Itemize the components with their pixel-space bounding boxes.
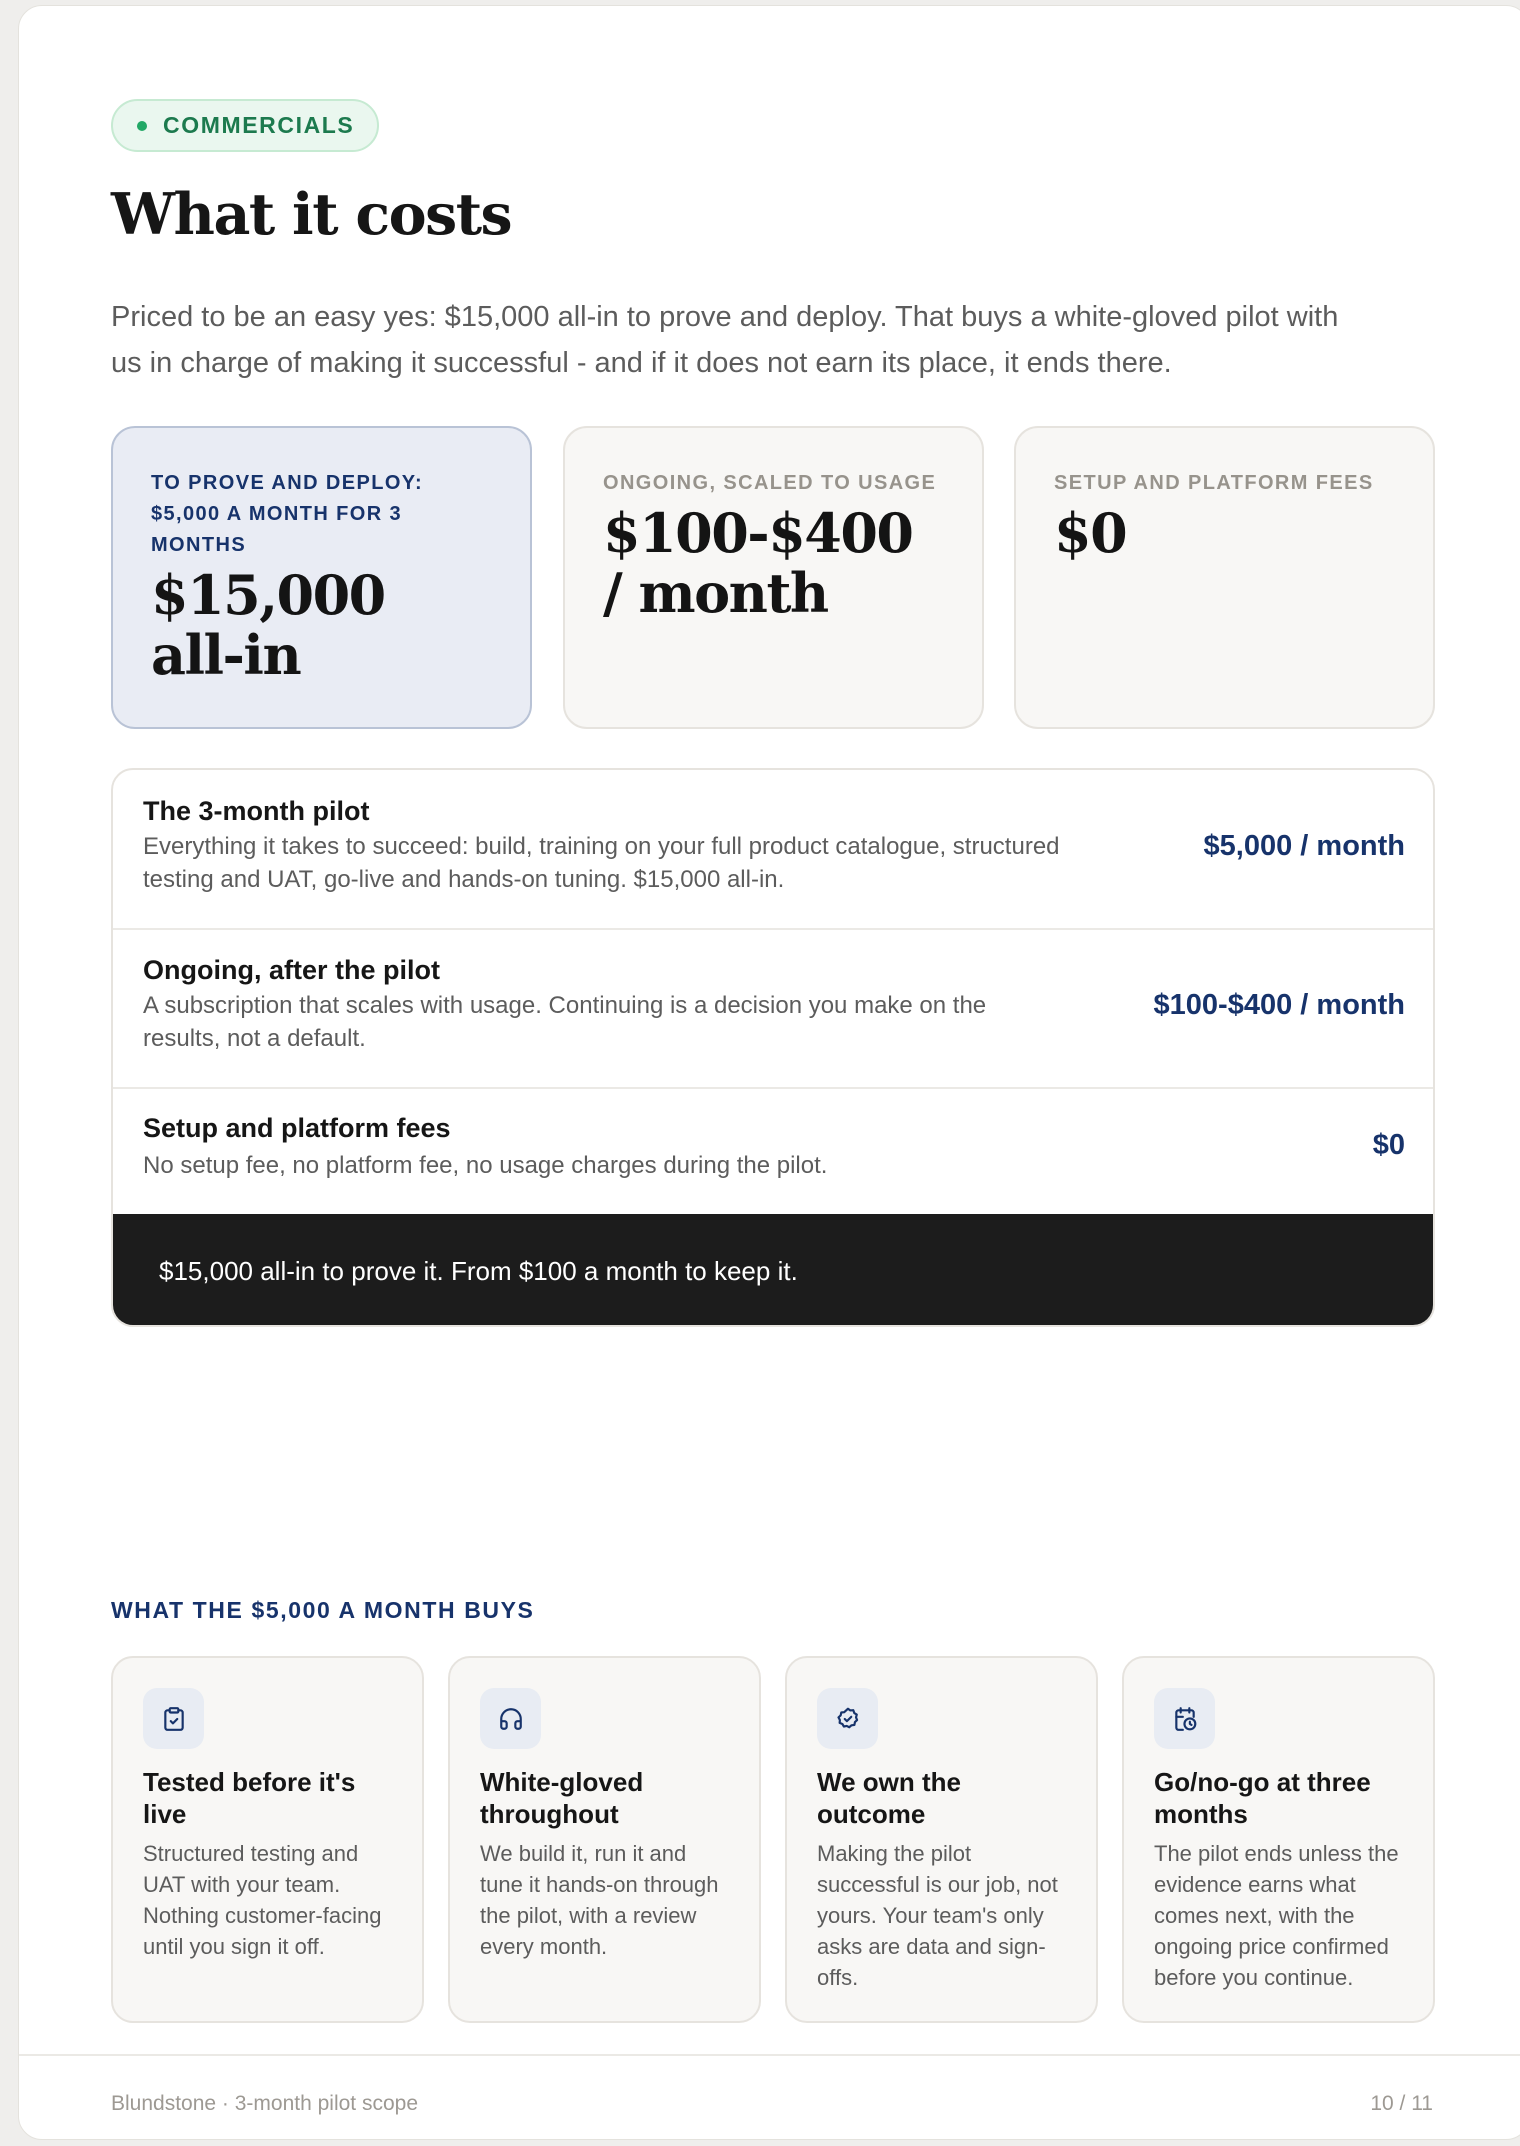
pricing-row-description: No setup fee, no platform fee, no usage charges during the pilot. [143, 1152, 828, 1179]
calendar-clock-icon [1154, 1688, 1215, 1749]
price-card-fees [1014, 426, 1435, 729]
pricing-row-price: $5,000 / month [1203, 830, 1405, 862]
feature-description: Making the pilot successful is our job, not yours. Your team's only asks are data and sign-offs. [817, 1841, 1058, 1990]
pricing-row-price: $0 [1372, 1129, 1405, 1161]
price-card-ongoing [563, 426, 984, 729]
price-cards [111, 426, 1435, 729]
pricing-row-description: Everything it takes to succeed: build, training on your full product catalogue, structured testing and UAT, go-live and hands-on tuning. $15,000 all-in. [143, 833, 1060, 893]
feature-title: We own the outcome [817, 1767, 961, 1829]
summary-banner [113, 1214, 1433, 1327]
footer-document-name: Blundstone · 3-month pilot scope [111, 2092, 419, 2115]
summary-text: $15,000 all-in to prove it. From $100 a month to keep it. [159, 1256, 798, 1286]
feature-title: Tested before it's live [143, 1767, 356, 1829]
page-footer [19, 2054, 1520, 2140]
pricing-row-ongoing [113, 928, 1433, 1087]
pricing-table [111, 768, 1435, 1327]
pricing-row-description: A subscription that scales with usage. Continuing is a decision you make on the results, not a default. [143, 992, 987, 1052]
feature-title: Go/no-go at three months [1154, 1767, 1371, 1829]
price-card-value: $100-$400 / month [603, 501, 913, 625]
feature-description: The pilot ends unless the evidence earns what comes next, with the ongoing price confirmed before you continue. [1154, 1841, 1399, 1990]
pricing-row-title: The 3-month pilot [143, 796, 370, 826]
pricing-row-price: $100-$400 / month [1153, 989, 1405, 1021]
feature-description: Structured testing and UAT with your team. Nothing customer-facing until you sign it off. [143, 1841, 382, 1959]
pricing-row-pilot [113, 770, 1433, 928]
intro-paragraph: Priced to be an easy yes: $15,000 all-in to prove and deploy. That buys a white-gloved pilot with us in charge of making it successful - and if it does not earn its place, it ends there. [111, 301, 1339, 379]
badge-check-icon [817, 1688, 878, 1749]
price-card-label: SETUP AND PLATFORM FEES [1054, 472, 1374, 494]
headset-icon [480, 1688, 541, 1749]
section-pill-label: COMMERCIALS [163, 112, 355, 138]
price-card-pilot [111, 426, 532, 729]
features-heading: WHAT THE $5,000 A MONTH BUYS [111, 1597, 535, 1623]
feature-title: White-gloved throughout [480, 1767, 644, 1829]
feature-card-white-gloved [448, 1656, 761, 2023]
feature-card-outcome [785, 1656, 1098, 2023]
section-pill [111, 99, 379, 152]
price-card-label: TO PROVE AND DEPLOY: $5,000 A MONTH FOR 3 MONTHS [151, 472, 424, 556]
footer-page-number: 10 / 11 [1370, 2092, 1433, 2115]
clipboard-check-icon [143, 1688, 204, 1749]
page-title: What it costs [111, 181, 512, 248]
slide-page [18, 5, 1520, 2140]
pricing-row-title: Ongoing, after the pilot [143, 955, 440, 985]
price-card-value: $15,000 all-in [151, 563, 385, 687]
pricing-row-title: Setup and platform fees [143, 1113, 451, 1143]
status-dot-icon [137, 121, 147, 131]
price-card-label: ONGOING, SCALED TO USAGE [603, 472, 937, 494]
feature-description: We build it, run it and tune it hands-on through the pilot, with a review every month. [480, 1841, 719, 1959]
feature-card-tested [111, 1656, 424, 2023]
feature-card-go-no-go [1122, 1656, 1435, 2023]
pricing-row-fees [113, 1087, 1433, 1214]
price-card-value: $0 [1054, 501, 1127, 565]
